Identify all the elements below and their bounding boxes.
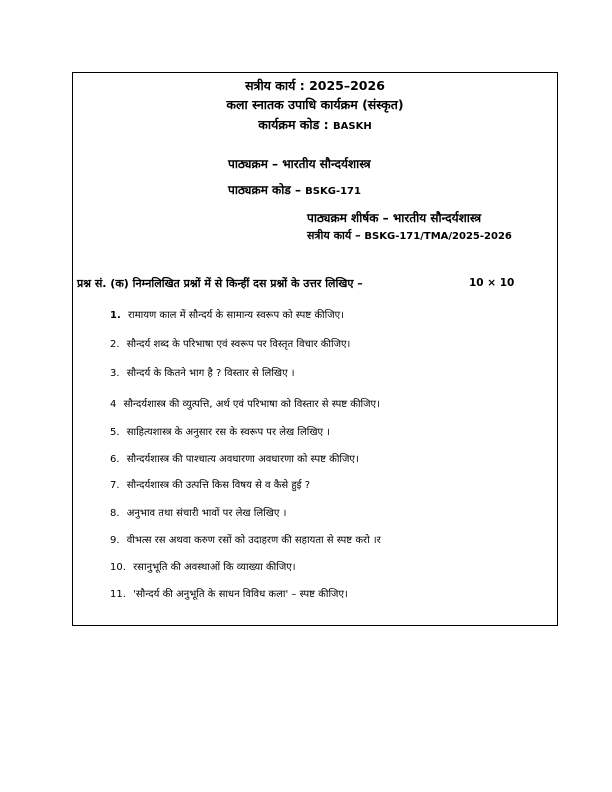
course-code-label: पाठ्यक्रम कोड –	[228, 183, 301, 197]
question-number: 11.	[110, 589, 126, 600]
question-number: 5.	[110, 427, 120, 438]
program-code-line	[73, 116, 557, 133]
question-text: सौन्दर्यशास्त्र की उत्पत्ति किस विषय से व कैसे हुई ?	[126, 480, 311, 491]
question-text: रामायण काल में सौन्दर्य के सामान्य स्वरूप को स्पष्ट कीजिए।	[127, 310, 344, 321]
session-title: सत्रीय कार्य : 2025–2026	[245, 78, 385, 93]
assignment-code-line	[307, 228, 512, 243]
question-text: सौन्दर्य शब्द के परिभाषा एवं स्वरूप पर विस्तृत विचार कीजिए।	[126, 339, 351, 350]
question-number: 6.	[110, 454, 120, 465]
question-item	[110, 365, 295, 379]
question-text: सौन्दर्यशास्त्र की पाश्चात्य अवधारणा अवधारणा को स्पष्ट कीजिए।	[126, 454, 359, 465]
assignment-label: सत्रीय कार्य –	[307, 229, 361, 242]
question-item	[110, 424, 330, 438]
course-code-value: BSKG-171	[305, 186, 361, 197]
question-item	[110, 586, 348, 600]
question-item	[110, 532, 381, 546]
assignment-frame	[72, 72, 558, 626]
program-code-label: कार्यक्रम कोड :	[258, 117, 329, 132]
question-text: 'सौन्दर्य की अनुभूति के साधन विविध कला' – स्पष्ट कीजिए।	[133, 589, 348, 600]
question-item	[110, 559, 296, 573]
question-number: 8.	[110, 508, 120, 519]
course-code-line	[228, 181, 361, 198]
question-text: रसानुभूति की अवस्थाओं कि व्याख्या कीजिए।	[133, 562, 296, 573]
program-title: कला स्नातक उपाधि कार्यक्रम (संस्कृत)	[226, 97, 404, 112]
question-text: साहित्यशास्त्र के अनुसार रस के स्वरूप पर लेख लिखिए ।	[126, 427, 331, 438]
course-heading: पाठ्यक्रम शीर्षक – भारतीय सौन्दर्यशास्त्र	[307, 211, 482, 225]
section-instruction: प्रश्न सं. (क) निम्नलिखित प्रश्नों में से किन्हीं दस प्रश्नों के उत्तर लिखिए –	[77, 277, 363, 290]
question-text: अनुभाव तथा संचारी भावों पर लेख लिखिए ।	[126, 508, 287, 519]
course-title: पाठ्यक्रम – भारतीय सौन्दर्यशास्त्र	[228, 157, 371, 171]
question-text: सौन्दर्य के कितने भाग है ? विस्तार से लिखिए ।	[126, 368, 295, 379]
question-number: 1.	[110, 310, 121, 321]
question-number: 4	[110, 399, 117, 410]
program-code-value: BASKH	[333, 121, 372, 132]
question-number: 2.	[110, 339, 120, 350]
question-number: 9.	[110, 535, 120, 546]
question-item	[110, 336, 350, 350]
question-item	[110, 477, 310, 491]
question-item	[110, 505, 286, 519]
question-number: 3.	[110, 368, 120, 379]
question-text: वीभत्स रस अथवा करुण रसों को उदाहरण की सहायता से स्पष्ट करो ।र	[126, 535, 381, 546]
question-item	[110, 307, 344, 321]
question-item	[110, 451, 359, 465]
question-item	[110, 396, 380, 410]
question-number: 10.	[110, 562, 126, 573]
assignment-code: BSKG-171/TMA/2025-2026	[364, 231, 512, 242]
question-number: 7.	[110, 480, 120, 491]
question-text: सौन्दर्यशास्त्र की व्युत्पत्ति, अर्थ एवं परिभाषा को विस्तार से स्पष्ट कीजिए।	[123, 399, 380, 410]
section-marks: 10 × 10	[469, 277, 515, 289]
